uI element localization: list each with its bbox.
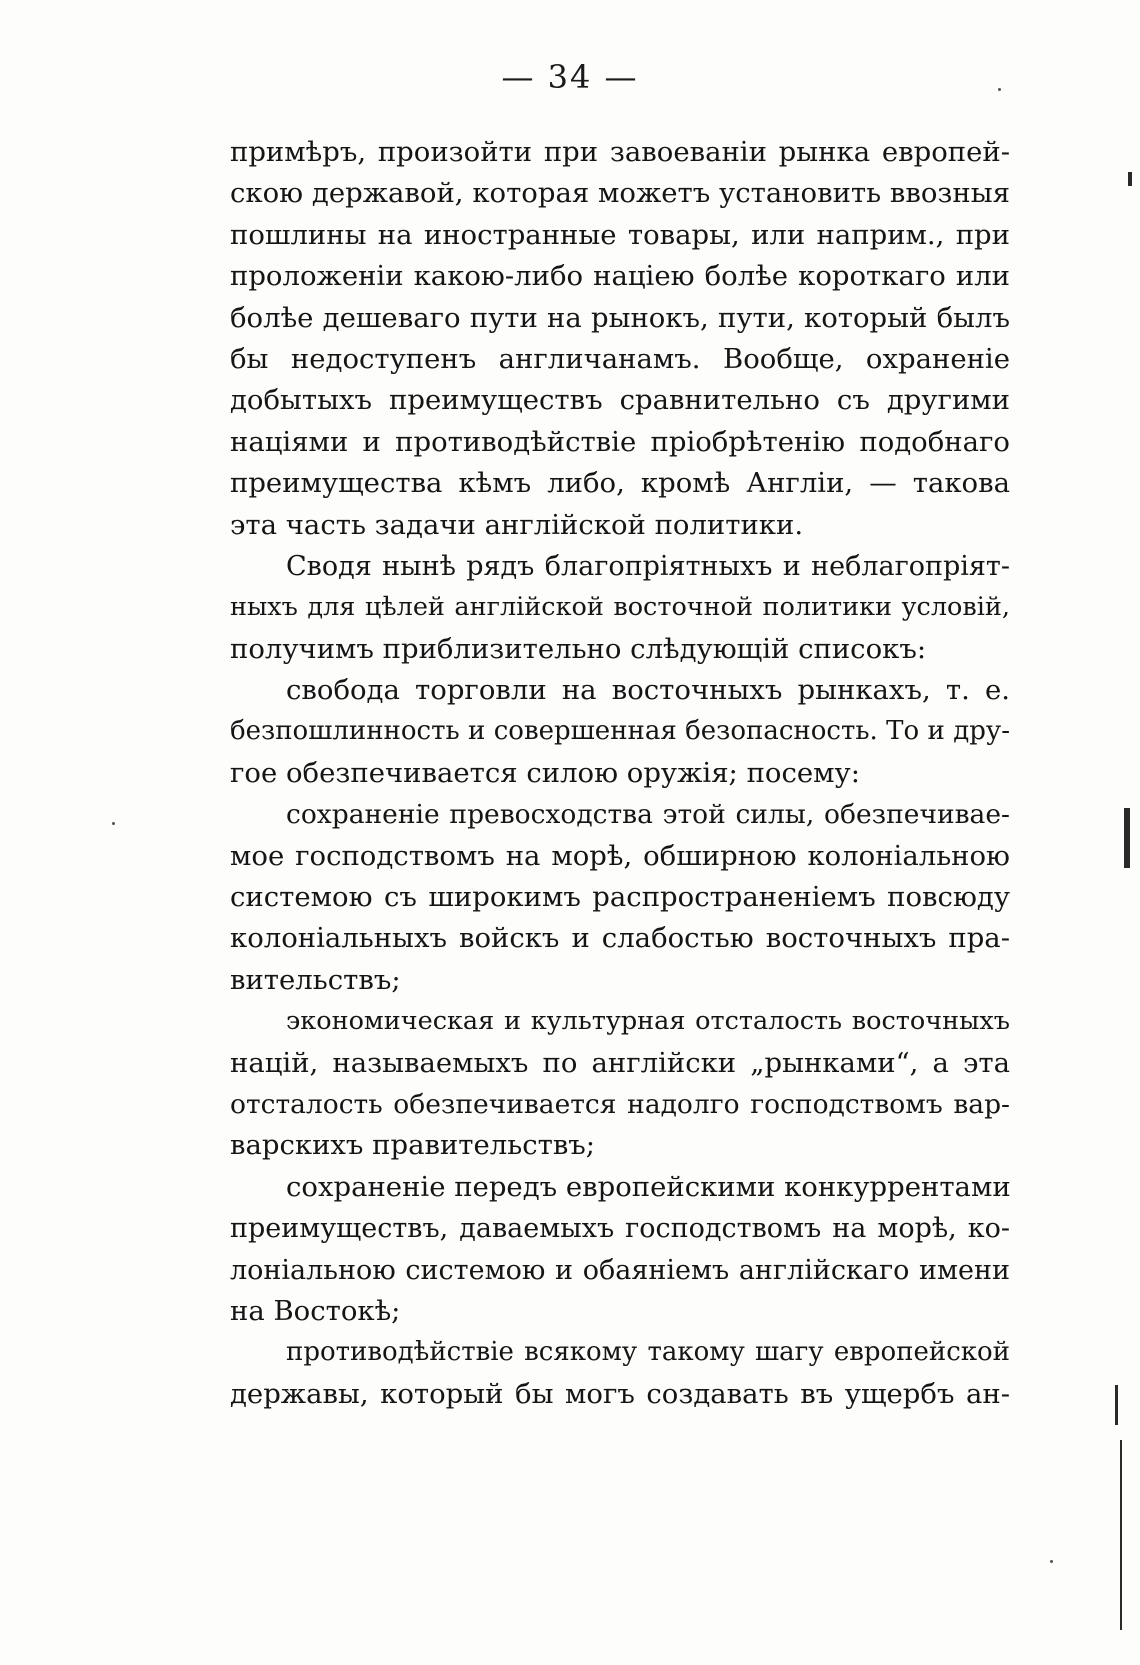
text-line: Сводя нынѣ рядъ благопріятныхъ и неблагопріят- <box>286 550 1010 582</box>
page-number: — 34 — <box>501 58 639 96</box>
text-line: эта часть задачи англійской политики. <box>230 508 804 541</box>
text-line: получимъ приблизительно слѣдующій списокъ: <box>230 632 927 665</box>
text-line: варскихъ правительствъ; <box>230 1129 596 1162</box>
text-line: болѣе дешеваго пути на рынокъ, пути, который былъ <box>230 301 1010 334</box>
text-line: колоніальныхъ войскъ и слабостью восточныхъ пра- <box>230 922 1010 955</box>
text-line: ныхъ для цѣлей англійской восточной политики условій, <box>230 592 1010 623</box>
text-line: безпошлинность и совершенная безопасность. То и дру- <box>230 716 1010 747</box>
text-line: націями и противодѣйствіе пріобрѣтенію подобнаго <box>230 425 1010 458</box>
binding-edge-mark <box>1128 172 1132 186</box>
text-line: лоніальною системою и обаяніемъ англійскаго имени <box>230 1254 1010 1286</box>
paper-speck <box>998 88 1001 91</box>
binding-edge-line <box>1120 1440 1122 1630</box>
text-line: бы недоступенъ англичанамъ. Вообще, охраненіе <box>230 342 1010 375</box>
text-line: противодѣйствіе всякому такому шагу европейской <box>286 1337 1010 1368</box>
text-line: системою съ широкимъ распространеніемъ повсюду <box>230 881 1010 914</box>
binding-edge-mark <box>1124 808 1130 868</box>
text-line: отсталость обезпечивается надолго господствомъ вар- <box>230 1088 1010 1120</box>
text-line: вительствъ; <box>230 963 401 996</box>
text-line: добытыхъ преимуществъ сравнительно съ другими <box>230 384 1010 417</box>
body-text <box>230 132 1010 1415</box>
text-line: пошлины на иностранные товары, или наприм., при <box>230 218 1010 251</box>
text-line: примѣръ, произойти при завоеваніи рынка европей- <box>230 136 1010 168</box>
text-line: экономическая и культурная отсталость восточныхъ <box>286 1006 1010 1037</box>
text-line: проложеніи какою-либо націею болѣе короткаго или <box>230 260 1010 293</box>
text-line: гое обезпечивается силою оружія; посему: <box>230 756 860 789</box>
paper-speck <box>1050 1560 1053 1563</box>
text-line: скою державой, которая можетъ установить ввозныя <box>230 177 1010 210</box>
paper-speck <box>112 822 115 825</box>
text-line: сохраненіе превосходства этой силы, обезпечивае- <box>286 799 1010 831</box>
binding-edge-mark <box>1115 1385 1118 1425</box>
text-line: мое господствомъ на морѣ, обширною колоніальною <box>230 839 1010 872</box>
text-line: сохраненіе передъ европейскими конкуррентами <box>286 1170 1011 1203</box>
text-line: свобода торговли на восточныхъ рынкахъ, т. е. <box>286 674 1010 707</box>
text-line: на Востокѣ; <box>230 1294 401 1327</box>
text-line: державы, который бы могъ создавать въ ущербъ ан- <box>230 1377 1010 1410</box>
text-line: преимущества кѣмъ либо, кромѣ Англіи, — такова <box>230 467 1010 500</box>
text-line: преимуществъ, даваемыхъ господствомъ на морѣ, ко- <box>230 1213 1010 1245</box>
text-line: націй, называемыхъ по англійски „рынками“, а эта <box>230 1046 1010 1079</box>
